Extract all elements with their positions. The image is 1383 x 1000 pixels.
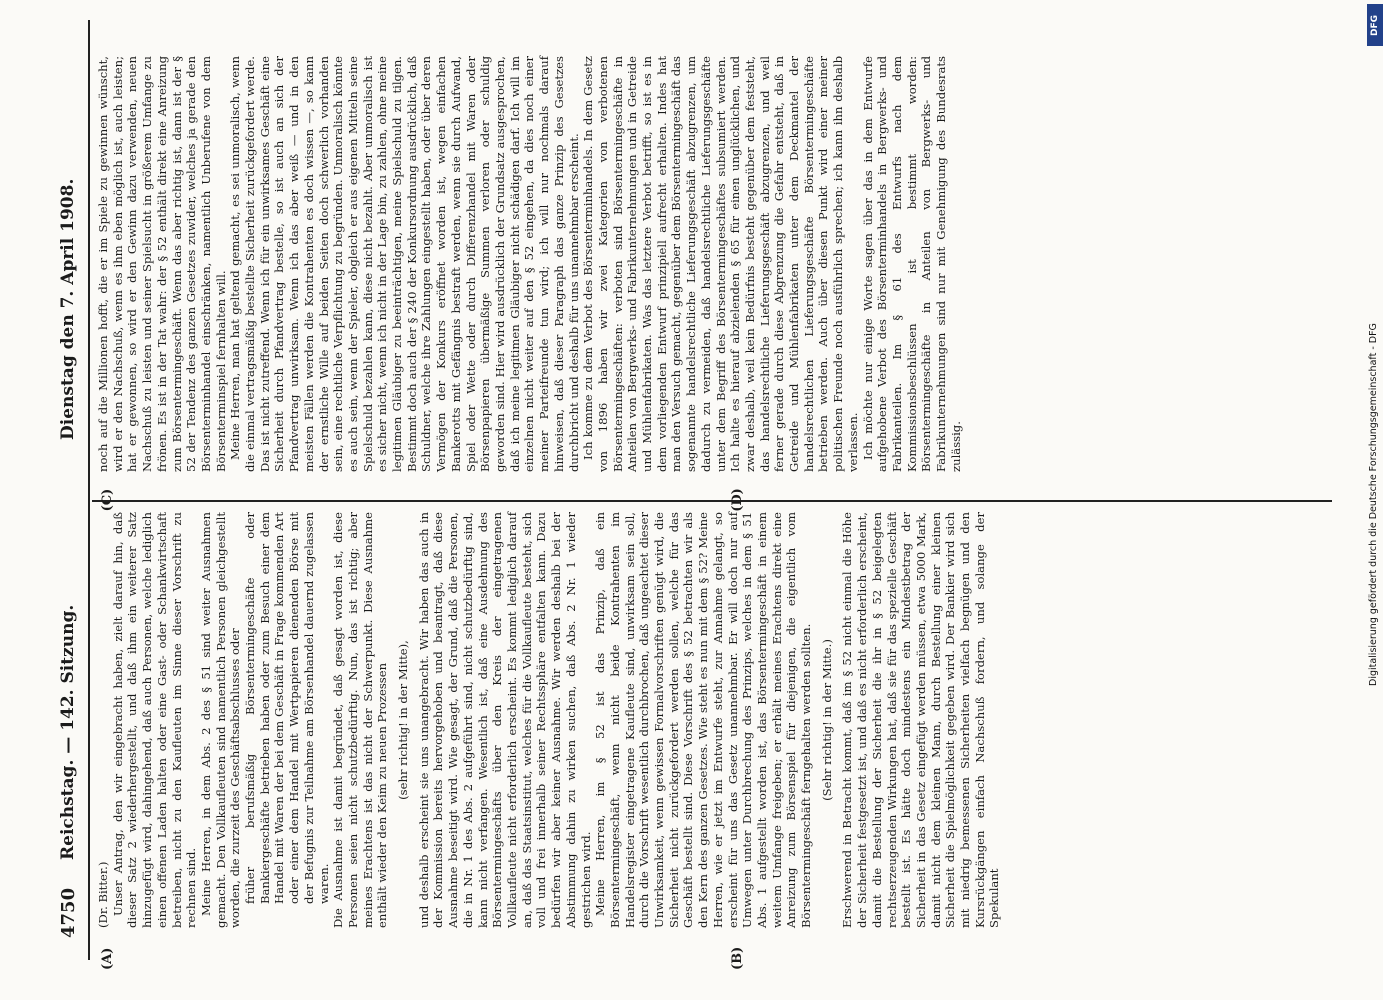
left-column-paragraph: Erschwerend in Betracht kommt, daß im § 52 nicht einmal die Höhe der Sicherheit festgesetzt ist, und daß es nicht erforderlich erscheint, damit die Bestellung der Sicherheit die ihr in § 52 beigelegten rechtserzeugenden Wirkungen hat, daß sie für das spezielle Geschäft bestellt ist. Es hätte doch mindestens ein Mindestbetrag der Sicherheit in das Gesetz eingefügt werden müssen, etwa 5000 Mark, damit nicht dem kleinen Mann, durch Bestellung einer kleinen Sicherheit die Spielmöglichkeit gegeben wird. Der Bankier wird sich mit niedrig bemessenen Sicherheiten vielfach begnügen und den Kursrückgängen einfach Nachschuß fordern, und solange der Spekulant — [840, 512, 1002, 928]
right-column-paragraph: Meine Herren, man hat geltend gemacht, es sei unmoralisch, wenn die einmal vertragsmäßig bestellte Sicherheit zurückgefordert werde. Das ist nicht zutreffend. Wenn ich für ein unwirksames Geschäft eine Sicherheit durch Pfandvertrag bestelle, so ist auch an sich der Pfandvertrag unwirksam. Wenn ich das aber weiß — und in den meisten Fällen werden die Kontrahenten es doch wissen —, so kann der ernstliche Wille auf beiden Seiten doch schwerlich vorhanden sein, eine rechtliche Verpflichtung zu begründen. Unmoralisch könnte es auch sein, wenn der Spieler, obgleich er aus eigenen Mitteln seine Spielschuld bezahlen kann, diese nicht bezahlt. Aber unmoralisch ist es sicher nicht, wenn ich nicht in der Lage bin, zu zahlen, ohne meine legitimen Gläubiger zu beeinträchtigen, meine Spielschuld zu tilgen. Bestimmt doch auch der § 240 der Konkursordnung ausdrücklich, daß Schuldner, welche ihre Zahlungen eingestellt haben, oder über deren Vermögen der Konkurs eröffnet worden ist, wegen einfachen Bankerotts mit Gefängnis bestraft werden, wenn sie durch Aufwand, Spiel oder Wette oder durch Differenzhandel mit Waren oder Börsenpapieren übermäßige Summen verloren oder schuldig geworden sind. Hier wird ausdrücklich der Grundsatz ausgesprochen, daß ich meine legitimen Gläubiger nicht schädigen darf. Ich will im einzelnen nicht weiter auf den § 52 eingehen, da dies noch einer meiner Parteifreunde tun wird; ich will nur nochmals darauf hinweisen, daß dieser Paragraph das ganze Prinzip des Gesetzes durchbricht und deshalb für uns unannehmbar erscheint. — [228, 56, 581, 472]
column-divider — [92, 500, 1332, 502]
left-column-paragraph: Meine Herren, in dem Abs. 2 des § 51 sind weiter Ausnahmen gemacht. Den Vollkaufleuten sind namentlich Personen gleichgestellt worden, die zurzeit des Geschäftsabschlusses oder — [198, 512, 243, 928]
header-rule — [88, 20, 90, 960]
page-number: 4750 — [58, 887, 79, 938]
margin-marker-d: (D) — [730, 488, 745, 512]
dfg-logo: DFG — [1367, 4, 1383, 46]
header-right-title: Dienstag den 7. April 1908. — [58, 178, 78, 440]
margin-marker-b: (B) — [730, 946, 745, 970]
digitization-note: Digitalisierung gefördert durch die Deutsche Forschungsgemeinschaft - DFG — [1368, 323, 1379, 686]
right-text-column — [96, 56, 963, 472]
header-left-title: Reichstag. — 142. Sitzung. — [58, 604, 78, 860]
left-column-paragraph: und deshalb erscheint sie uns unangebracht. Wir haben das auch in der Kommission bereits hervorgehoben und beantragt, daß diese Ausnahme beseitigt wird. Wie gesagt, der Grund, daß die Personen, die in Nr. 1 des Abs. 2 aufgeführt sind, nicht schutzbedürftig sind, kann nicht verfangen. Wesentlich ist, daß eine Ausdehnung des Börsentermingeschäfts über den Kreis der eingetragenen Vollkaufleute nicht erforderlich erscheint. Es kommt lediglich darauf an, daß das Staatsinstitut, welches für die Vollkaufleute besteht, sich voll und frei innerhalb seiner Rechtssphäre entfalten kann. Dazu bedürfen wir aber keiner Ausnahme. Wir werden deshalb bei der Abstimmung dahin zu wirken suchen, daß Abs. 2 Nr. 1 wieder gestrichen wird. — [416, 512, 593, 928]
right-column-paragraph: Ich möchte nur einige Worte sagen über das in dem Entwurfe aufgehobene Verbot des Börsenterminhandels in Bergwerks- und Fabrikanteilen. Im § 61 des Entwurfs nach dem Kommissionsbeschlüssen ist bestimmt worden: Börsentermingeschäfte in Anteilen von Bergwerks- und Fabrikunternehmungen sind nur mit Genehmigung des Bundesrats zulässig. — [860, 56, 963, 472]
left-column-paragraph: (sehr richtig! in der Mitte), — [396, 640, 411, 800]
page-header — [52, 0, 84, 1000]
margin-marker-c: (C) — [100, 488, 115, 512]
left-text-column — [96, 512, 1002, 928]
left-column-paragraph: Die Ausnahme ist damit begründet, daß gesagt worden ist, diese Personen seien nicht schutzbedürftig. Nun, das ist richtig; aber meines Erachtens ist das nicht der Schwerpunkt. Diese Ausnahme enthält wieder den Keim zu neuen Prozessen — [331, 512, 390, 928]
right-column-paragraph: Ich komme zu dem Verbot des Börsenterminhandels. In dem Gesetz von 1896 haben wir zwei Kategorien von verbotenen Börsentermingeschäften: verboten sind Börsentermingeschäfte in Anteilen von Bergwerks- und Fabrikunternehmungen und in Getreide und Mühlenfabrikaten. Was das letztere Verbot betrifft, so ist es in dem vorliegenden Entwurf prinzipiell aufrecht erhalten. Indes hat man den Versuch gemacht, gegenüber dem Börsentermingeschäft das sogenannte handelsrechtliche Lieferungsgeschäft abzugrenzen, um dadurch zu vermeiden, daß handelsrechtliche Lieferungsgeschäfte unter dem Begriff des Börsentermingeschäftes subsumiert werden. Ich halte es hierauf abzielenden § 65 für einen unglücklichen, und zwar deshalb, weil kein Bedürfnis besteht gegenüber dem feststeht, das handelsrechtliche Lieferungsgeschäft abzugrenzen, und weil ferner gerade durch diese Abgrenzung die Gefahr entsteht, daß in Getreide und Mühlenfabrikaten unter dem Deckmantel der handelsrechtlichen Lieferungsgeschäfte Börsentermingeschäfte betrieben werden. Auch über diesen Punkt wird einer meiner politischen Freunde noch ausführlich sprechen; ich kann ihn deshalb verlassen. — [581, 56, 860, 472]
left-column-paragraph: Unser Antrag, den wir eingebracht haben, zielt darauf hin, daß dieser Satz 2 wiederhergestellt, und daß ihm ein weiterer Satz hinzugefügt wird, dahingehend, daß auch Personen, welche lediglich einen offenen Laden halten oder eine Gast- oder Schankwirtschaft betreiben, nicht zu den Kaufleuten im Sinne dieser Vorschrift zu rechnen sind. — [110, 512, 199, 928]
left-column-paragraph: früher berufsmäßig Börsentermingeschäfte oder Bankiergeschäfte betrieben haben oder zum Besuch einer dem Handel mit Waren der bei dem Geschäft in Frage kommenden Art oder einer dem Handel mit Wertpapieren dienenden Börse mit der Befugnis zur Teilnahme am Börsenhandel dauernd zugelassen waren. — [243, 512, 331, 904]
right-column-paragraph: noch auf die Millionen hofft, die er im Spiele zu gewinnen wünscht, wird er den Nachschuß, wenn es ihm eben möglich ist, auch leisten; hat er gewonnen, so wird er den Gewinn dazu verwenden, neuen Nachschuß zu leisten und seiner Spielsucht in größerem Umfange zu frönen. Es ist in der Tat wahr: der § 52 enthält direkt eine Anreizung zum Börsentermingeschäft. Wenn das aber richtig ist, dann ist der § 52 der Tendenz des ganzen Gesetzes zuwider, welches ja gerade den Börsenterminhandel einschränken, namentlich Unberufene von dem Börsenterminspiel fernhalten will. — [96, 56, 228, 472]
left-column-paragraph: (Sehr richtig! in der Mitte.) — [819, 639, 834, 801]
left-column-paragraph: (Dr. Bitter.) — [96, 861, 110, 928]
margin-marker-a: (A) — [100, 947, 115, 970]
left-column-paragraph: Meine Herren, im § 52 ist das Prinzip, daß ein Börsentermingeschäft, wenn nicht beide Kontrahenten im Handelsregister eingetragene Kaufleute sind, unwirksam sein soll, durch die Vorschrift wesentlich durchbrochen, daß ungeachtet dieser Unwirksamkeit, wenn gewissen Formalvorschriften genügt wird, die Sicherheit nicht zurückgefordert werden sollen, welche für das Geschäft bestellt sind. Diese Vorschrift des § 52 betrachten wir als den Kern des ganzen Gesetzes. Wie steht es nun mit dem § 52? Meine Herren, wie er jetzt im Entwurfe steht, zur Annahme gelangt, so erscheint für uns das Gesetz unannehmbar. Er will doch nur auf Umwegen unter Durchbrechung des Prinzips, welches in dem § 51 Abs. 1 aufgestellt worden ist, das Börsentermingeschäft in einem weitem Umfange freigeben; er erhält meines Erachtens direkt eine Anreizung zum Börsenspiel für diejenigen, die eigentlich vom Börsentermingeschäft ferngehalten werden sollten. — [593, 512, 814, 928]
